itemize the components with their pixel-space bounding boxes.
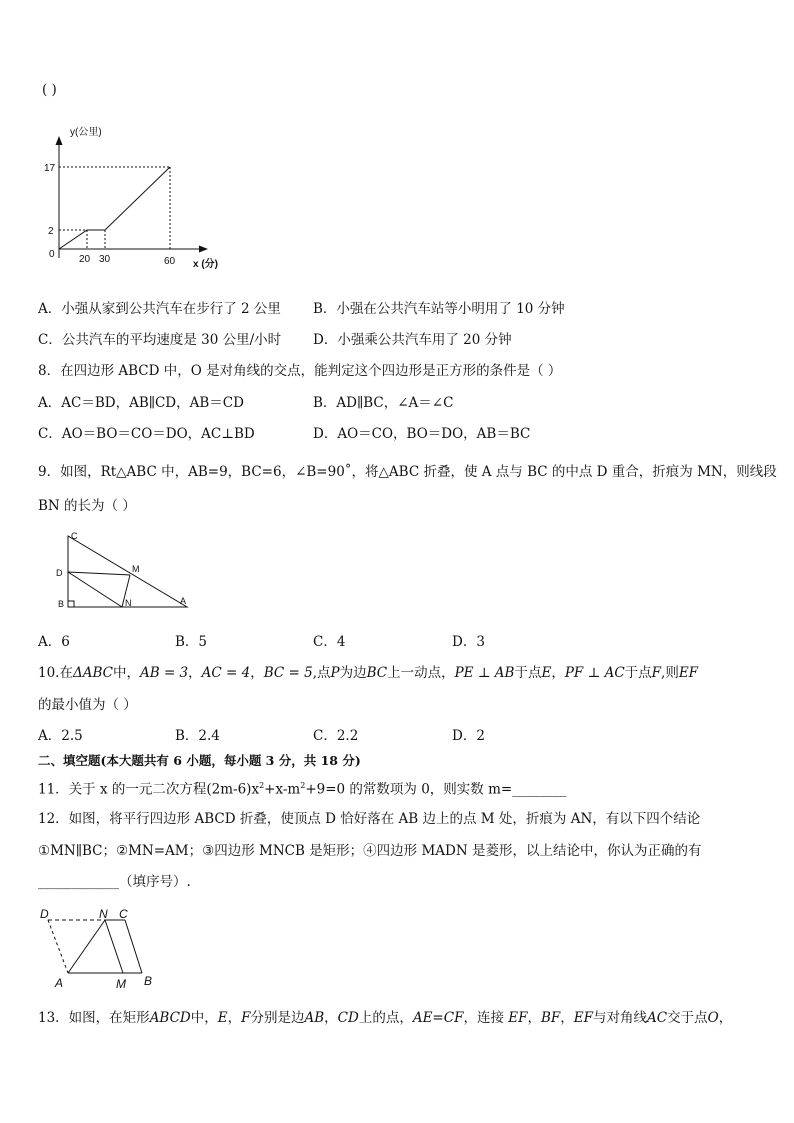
section-title: 二、填空题(本大题共有 6 小题，每小题 3 分，共 18 分) [38, 753, 361, 768]
segment-dn [68, 572, 122, 607]
y-axis-arrow [56, 136, 63, 145]
label-d: D [56, 568, 63, 578]
q8-option-a: A．AC＝BD，AB∥CD，AB＝CD [38, 395, 244, 411]
q7-option-b: B．小强在公共汽车站等小明用了 10 分钟 [313, 301, 565, 317]
label-a: A [55, 976, 64, 990]
distance-time-graph [40, 120, 260, 270]
label-m: M [116, 977, 126, 991]
label-c: C [119, 907, 128, 921]
q10-stem-line2: 的最小值为（ ） [38, 697, 137, 713]
q8-option-d: D．AO＝CO，BO＝DO，AB＝BC [313, 426, 531, 442]
q9-option-a: A．6 [38, 634, 70, 650]
segment-da-dashed [48, 920, 68, 973]
label-b: B [144, 974, 153, 988]
q11-answer-blank[interactable]: ________ [512, 781, 567, 798]
q12-stem-line2: ①MN∥BC；②MN=AM；③四边形 MNCB 是矩形；④四边形 MADN 是菱形，以上结论中，你认为正确的有 [38, 843, 702, 859]
q8-option-b: B．AD∥BC，∠A＝∠C [313, 395, 454, 411]
q10-option-d: D．2 [452, 728, 485, 744]
label-c: C [71, 531, 78, 541]
q12-parallelogram-figure [38, 905, 168, 990]
q9-stem-line2: BN 的长为（ ） [38, 498, 136, 514]
q12-answer-blank[interactable]: ____________ [38, 874, 119, 890]
x-axis-label: x (分) [193, 259, 218, 270]
label-d: D [40, 907, 49, 921]
q9-triangle-figure [50, 530, 195, 612]
x-tick-60: 60 [164, 256, 176, 267]
x-tick-30: 30 [99, 254, 111, 265]
label-b: B [58, 599, 65, 609]
q13-stem: 13．如图，在矩形ABCD中，E，F分别是边AB，CD上的点，AE=CF，连接 EF，BF，EF与对角线AC交于点O， [38, 1010, 733, 1026]
x-axis-arrow [199, 246, 208, 253]
y-tick-17: 17 [44, 163, 56, 174]
right-angle-mark [68, 601, 74, 607]
q10-option-a: A．2.5 [38, 728, 83, 744]
segment-dm [68, 572, 130, 575]
segment-nm [105, 920, 123, 973]
triangle-abc [68, 536, 187, 607]
x-tick-20: 20 [79, 254, 91, 265]
q10-option-c: C．2.2 [313, 728, 359, 744]
answer-bracket: ( ) [42, 82, 57, 98]
q9-option-c: C．4 [313, 634, 346, 650]
q9-option-d: D．3 [452, 634, 485, 650]
y-tick-0: 0 [49, 249, 55, 260]
q8-stem: 8．在四边形 ABCD 中，O 是对角线的交点，能判定这个四边形是正方形的条件是（ ） [38, 363, 562, 379]
q9-stem-line1: 9．如图，Rt△ABC 中，AB=9，BC=6，∠B=90˚，将△ABC 折叠，使 A 点与 BC 的中点 D 重合，折痕为 MN，则线段 [38, 464, 777, 480]
label-m: M [132, 564, 140, 574]
y-tick-2: 2 [48, 226, 54, 237]
q12-stem-line3: ____________（填序号）. [38, 874, 191, 890]
q11-stem: 11．关于 x 的一元二次方程$(2m-6)x^2+x-m^2+9=0$ 的常数项为 0，则实数 m=________ [38, 781, 567, 798]
label-a: A [180, 596, 187, 606]
q7-option-a: A．小强从家到公共汽车在步行了 2 公里 [38, 301, 281, 317]
label-n: N [99, 907, 108, 921]
label-n: N [125, 598, 132, 608]
graph-line [59, 167, 170, 249]
q7-option-c: C．公共汽车的平均速度是 30 公里/小时 [38, 332, 282, 348]
segment-an [68, 920, 105, 973]
q10-stem-line1: 10.在ΔABC中，AB = 3，AC = 4，BC = 5,点P为边BC上一动点，PE ⊥ AB于点E，PF ⊥ AC于点F,则EF [38, 665, 699, 681]
q10-option-b: B．2.4 [175, 728, 220, 744]
q7-option-d: D．小强乘公共汽车用了 20 分钟 [313, 332, 512, 348]
q12-stem-line1: 12．如图，将平行四边形 ABCD 折叠，使顶点 D 恰好落在 AB 边上的点 M 处，折痕为 AN，有以下四个结论 [38, 811, 701, 827]
q8-option-c: C．AO＝BO＝CO＝DO，AC⊥BD [38, 426, 255, 442]
segment-cb [125, 920, 142, 973]
y-axis-label: y(公里) [70, 127, 102, 138]
q9-option-b: B．5 [175, 634, 208, 650]
